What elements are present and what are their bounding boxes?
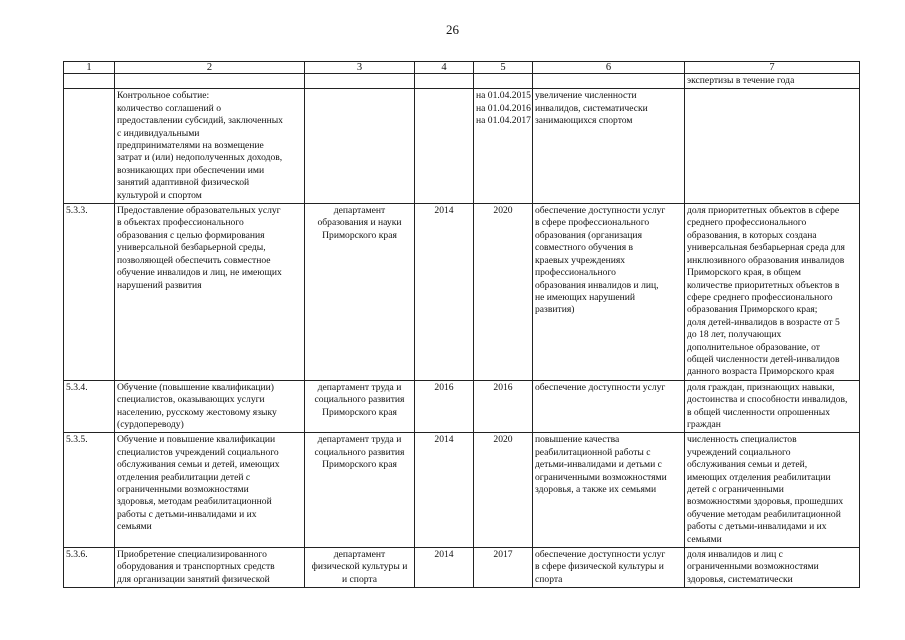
cell-line: образования (организация (535, 229, 642, 241)
cell-line: здоровья, методам реабилитационной (117, 496, 272, 508)
cell-line: реабилитационной работы с (535, 446, 651, 458)
cell-line: предоставлении субсидий, заключенных (117, 115, 283, 127)
cell-line: населению, русскому жестовому языку (117, 406, 277, 418)
cell-line: возможностями здоровья, прошедших (687, 496, 844, 508)
cell-line: 2016 (493, 381, 513, 393)
table-row (64, 548, 860, 588)
column-header: 4 (415, 62, 474, 74)
column-header: 6 (533, 62, 685, 74)
cell-line: здоровья, систематически (687, 573, 793, 585)
cell-line: количество соглашений о (117, 102, 221, 114)
table-row (64, 380, 860, 433)
cell-line: обеспечение доступности услуг (535, 205, 666, 217)
cell-expected-result (533, 433, 685, 548)
cell-start-year (415, 74, 474, 89)
cell-expected-result (533, 89, 685, 204)
cell-line: обеспечение доступности услуг (535, 549, 666, 561)
cell-number (64, 74, 115, 89)
cell-line: обслуживания семьи и детей, (687, 459, 808, 471)
cell-expected-result (533, 74, 685, 89)
cell-line: доля детей-инвалидов в возрасте от 5 (687, 316, 840, 328)
column-header: 3 (305, 62, 415, 74)
cell-line: нарушений развития (117, 279, 202, 291)
cell-event (115, 89, 305, 204)
cell-line: 2014 (434, 205, 454, 217)
row-number: 5.3.5. (66, 434, 88, 446)
cell-line: 2014 (434, 434, 454, 446)
cell-line: совместного обучения в (535, 242, 634, 254)
cell-number (64, 433, 115, 548)
cell-line: культурой и спортом (117, 189, 202, 201)
cell-line: оборудования и транспортных средств (117, 561, 275, 573)
cell-event (115, 74, 305, 89)
cell-event (115, 548, 305, 588)
cell-line: среднего профессионального (687, 217, 807, 229)
cell-line: департамент труда и (317, 434, 402, 446)
cell-line: Предоставление образовательных услуг (117, 205, 281, 217)
cell-line: отделения реабилитации детей с (117, 471, 251, 483)
cell-number (64, 380, 115, 433)
cell-line: работы с детьми-инвалидами и их (117, 508, 257, 520)
cell-line: образования инвалидов и лиц, (535, 279, 659, 291)
column-header: 2 (115, 62, 305, 74)
cell-line: в сфере физической культуры и (535, 561, 664, 573)
cell-start-year (415, 204, 474, 381)
cell-line: дополнительное образование, от (687, 341, 820, 353)
cell-line: инвалидов, систематически (535, 102, 648, 114)
cell-line: 2016 (434, 381, 454, 393)
cell-event (115, 204, 305, 381)
cell-expected-result (533, 204, 685, 381)
cell-executor (305, 433, 415, 548)
cell-end-year (474, 74, 533, 89)
cell-indicator (685, 380, 860, 433)
cell-line: экспертизы в течение года (687, 75, 795, 86)
page-number: 26 (446, 22, 459, 37)
cell-line: Обучение (повышение квалификации) (117, 381, 274, 393)
cell-line: для организации занятий физической (117, 573, 270, 585)
cell-line: с индивидуальными (117, 127, 200, 139)
cell-end-year (474, 380, 533, 433)
cell-line: занятий адаптивной физической (117, 177, 250, 189)
column-header: 1 (64, 62, 115, 74)
cell-line: физической культуры и (311, 561, 408, 573)
table-header-row (64, 62, 860, 74)
cell-line: и спорта (342, 573, 377, 585)
row-number: 5.3.4. (66, 381, 88, 393)
cell-line: социального развития (314, 446, 405, 458)
cell-indicator (685, 433, 860, 548)
cell-start-year (415, 380, 474, 433)
cell-line: департамент (333, 205, 386, 217)
cell-line: затрат и (или) недополученных доходов, (117, 152, 283, 164)
cell-line: Приморского края, в общем (687, 267, 801, 279)
cell-line: образования Приморского края; (687, 304, 818, 316)
cell-line: позволяющей обеспечить совместное (117, 254, 271, 266)
cell-line: увеличение численности (535, 90, 637, 102)
cell-line: достоинства и способности инвалидов, (687, 394, 848, 406)
cell-line: доля граждан, признающих навыки, (687, 381, 835, 393)
cell-line: численность специалистов (687, 434, 797, 446)
cell-line: (сурдопереводу) (117, 418, 184, 430)
cell-indicator (685, 204, 860, 381)
cell-line: до 18 лет, получающих (687, 329, 782, 341)
cell-line: детьми-инвалидами и детьми с (535, 459, 662, 471)
cell-line: семьями (687, 533, 722, 545)
cell-line: общей численности детей-инвалидов (687, 353, 840, 365)
cell-line: социального развития (314, 394, 405, 406)
cell-line: в сфере профессионального (535, 217, 650, 229)
cell-line: учреждений социального (687, 446, 791, 458)
cell-line: 2014 (434, 549, 454, 561)
cell-line: занимающихся спортом (535, 115, 633, 127)
cell-executor (305, 204, 415, 381)
cell-line: краевых учреждениях (535, 254, 626, 266)
column-header: 7 (685, 62, 860, 74)
cell-line: имеющих отделения реабилитации (687, 471, 831, 483)
cell-executor (305, 74, 415, 89)
cell-end-year (474, 433, 533, 548)
cell-line: доля инвалидов и лиц с (687, 549, 783, 561)
cell-line: ограниченными возможностями (687, 561, 819, 573)
cell-line: Приморского края (322, 406, 397, 418)
cell-event (115, 380, 305, 433)
cell-line: универсальная безбарьерная среда для (687, 242, 845, 254)
cell-end-year (474, 89, 533, 204)
cell-line: возникающих при обеспечении ими (117, 164, 265, 176)
cell-line: детей с ограниченными (687, 484, 784, 495)
cell-start-year (415, 548, 474, 588)
cell-line: образования с целью формирования (117, 229, 265, 241)
cell-line: количестве приоритетных объектов в (687, 279, 840, 291)
cell-line: ограниченными возможностями (535, 471, 667, 483)
cell-event (115, 433, 305, 548)
row-number: 5.3.6. (66, 549, 88, 561)
cell-start-year (415, 89, 474, 204)
cell-expected-result (533, 548, 685, 588)
cell-line: профессионального (535, 267, 616, 279)
row-number: 5.3.3. (66, 205, 88, 217)
cell-line: универсальной безбарьерной среды, (117, 242, 266, 254)
cell-line: 2020 (493, 205, 513, 217)
cell-line: здоровья, а также их семьями (535, 484, 657, 495)
cell-end-year (474, 204, 533, 381)
cell-number (64, 548, 115, 588)
cell-line: специалистов, оказывающих услуги (117, 394, 265, 406)
cell-line: 2020 (493, 434, 513, 446)
cell-line: обучение методам реабилитационной (687, 508, 841, 520)
cell-end-year (474, 548, 533, 588)
cell-line: работы с детьми-инвалидами и их (687, 521, 827, 533)
cell-line: повышение качества (535, 434, 620, 446)
column-header: 5 (474, 62, 533, 74)
cell-indicator (685, 89, 860, 204)
table-row (64, 89, 860, 204)
cell-line: спорта (535, 573, 563, 585)
cell-line: на 01.04.2015 (476, 90, 531, 102)
cell-start-year (415, 433, 474, 548)
cell-line: доля приоритетных объектов в сфере (687, 205, 840, 217)
cell-number (64, 89, 115, 204)
table-row (64, 433, 860, 548)
cell-line: образования, в которых создана (687, 229, 817, 241)
cell-line: обеспечение доступности услуг (535, 381, 666, 393)
cell-expected-result (533, 380, 685, 433)
cell-line: данного возраста Приморского края (687, 366, 835, 378)
table-row (64, 74, 860, 89)
cell-line: обслуживания семьи и детей, имеющих (117, 459, 280, 471)
cell-line: специалистов учреждений социального (117, 446, 279, 458)
measures-table (63, 61, 860, 588)
cell-line: 2017 (493, 549, 513, 561)
cell-line: департамент труда и (317, 381, 402, 393)
cell-line: предпринимателями на возмещение (117, 140, 264, 152)
cell-line: Приморского края (322, 459, 397, 471)
cell-executor (305, 89, 415, 204)
cell-indicator (685, 74, 860, 89)
cell-line: не имеющих нарушений (535, 291, 636, 303)
cell-line: обучение инвалидов и лиц, не имеющих (117, 267, 282, 279)
cell-line: департамент (333, 549, 386, 561)
cell-line: Приобретение специализированного (117, 549, 267, 561)
cell-line: Контрольное событие: (117, 90, 210, 102)
cell-line: Обучение и повышение квалификации (117, 434, 276, 446)
cell-line: образования и науки (317, 217, 402, 229)
cell-line: граждан (687, 418, 721, 430)
cell-line: на 01.04.2017 (476, 115, 531, 127)
cell-line: ограниченными возможностями (117, 484, 249, 495)
cell-line: семьями (117, 521, 152, 533)
cell-number (64, 204, 115, 381)
cell-line: инклюзивного образования инвалидов (687, 254, 845, 266)
cell-line: в объектах профессионального (117, 217, 244, 229)
cell-line: развития) (535, 304, 575, 316)
cell-indicator (685, 548, 860, 588)
cell-executor (305, 380, 415, 433)
cell-line: в общей численности опрошенных (687, 406, 831, 418)
cell-line: Приморского края (322, 229, 397, 241)
cell-line: сфере среднего профессионального (687, 291, 833, 303)
cell-executor (305, 548, 415, 588)
table-row (64, 204, 860, 381)
cell-line: на 01.04.2016 (476, 102, 531, 114)
